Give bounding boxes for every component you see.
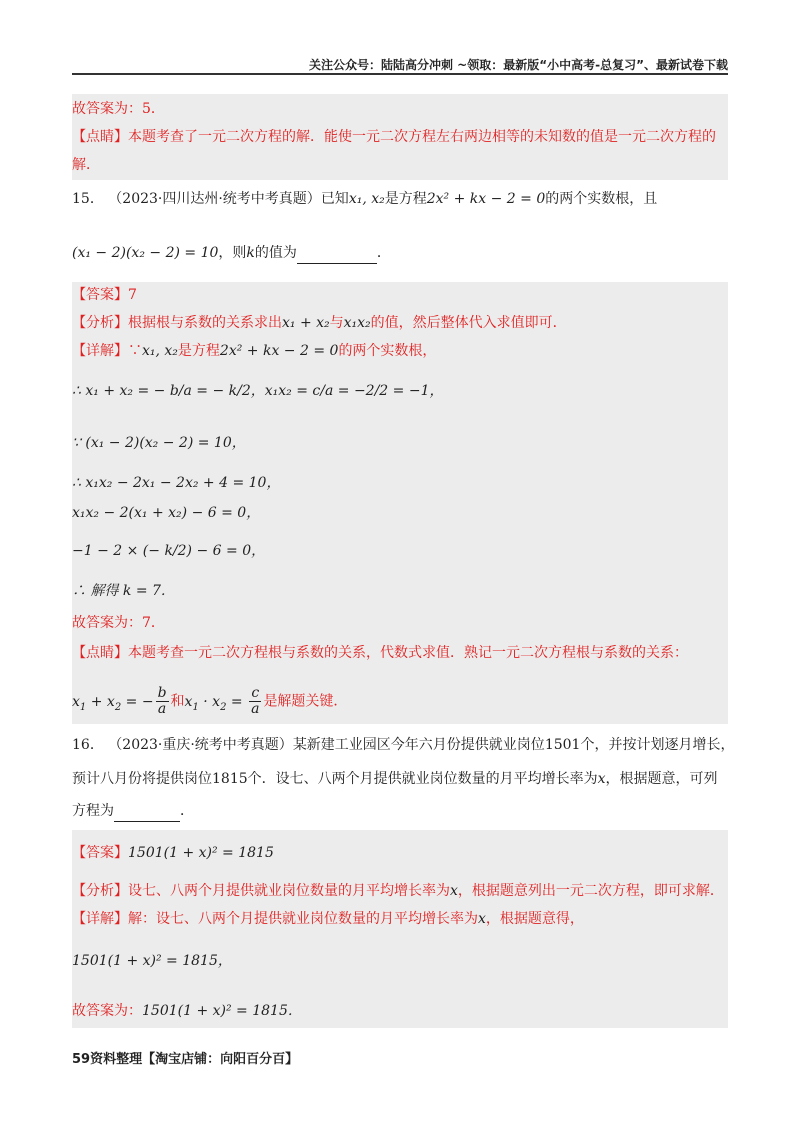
question-text: ． — [376, 245, 391, 261]
solution-step-2: ∵ (x₁ − 2)(x₂ − 2) = 10， — [72, 435, 246, 451]
question-text: 方程为 — [72, 803, 114, 819]
math-product: $x_1 \cdot x_2$ = $\frac{c}{a}$ — [184, 685, 260, 717]
number-1815: 1815 — [212, 771, 248, 787]
math-equation: 2x² + kx − 2 = 0 — [426, 191, 546, 207]
math-answer-equation: 1501(1 + x)² = 1815 — [128, 845, 274, 861]
math-final-equation: 1501(1 + x)² = 1815． — [142, 1003, 302, 1019]
detail-text: 是方程 — [177, 343, 220, 359]
question-15-line-2 — [72, 242, 728, 264]
page-header: 关注公众号：陆陆高分冲刺 ~领取：最新版“小中高考-总复习”、最新试卷下载 — [309, 58, 728, 72]
detail-line — [72, 908, 728, 930]
analysis-line — [72, 312, 728, 334]
detail-tag: 【详解】 — [72, 343, 128, 359]
answer-tag: 【答案】 — [72, 845, 128, 861]
question-text: ． — [180, 803, 194, 819]
final-prefix: 故答案为： — [72, 1003, 142, 1019]
math-equation: 2x² + kx − 2 = 0 — [219, 343, 339, 359]
final-answer — [72, 1000, 728, 1022]
answer-line — [72, 842, 728, 864]
math-var-k: k — [246, 245, 255, 261]
question-16-line-3 — [72, 800, 728, 822]
math-var-x: x — [478, 911, 486, 927]
math-sum: x₁ + x₂ — [282, 315, 330, 331]
question-text: 某新建工业园区今年六月份提供就业岗位 — [292, 737, 545, 753]
answer-value: 7 — [128, 287, 137, 303]
detail-text: ，根据题意得， — [485, 911, 584, 927]
question-text: ，根据题意，可列 — [605, 771, 718, 787]
math-vars: x₁, x₂ — [348, 191, 385, 207]
answer-line — [72, 284, 728, 306]
footer-text: 资料整理【淘宝店铺：向阳百分百】 — [90, 1052, 299, 1067]
question-16-line-2 — [72, 768, 728, 790]
math-sum: $x_1 + x_2$ = − $\frac{b}{a}$ — [72, 685, 167, 717]
analysis-line — [72, 880, 728, 902]
question-text: 是方程 — [384, 191, 427, 207]
math-product: x₁x₂ — [343, 315, 371, 331]
answer-blank[interactable] — [114, 821, 180, 822]
number-1501: 1501 — [544, 737, 581, 753]
page-number: 59 — [72, 1052, 91, 1067]
comment-tag: 【点睛】 — [72, 129, 128, 145]
analysis-tag: 【分析】 — [72, 883, 128, 899]
detail-line — [72, 340, 728, 362]
detail-text: 的两个实数根， — [338, 343, 437, 359]
question-text: 个．设七、八两个月提供就业岗位数量的月平均增长率为 — [247, 771, 598, 787]
question-number: 15． — [72, 191, 104, 207]
answer-blank[interactable] — [297, 263, 377, 264]
comment-and: 和 — [170, 693, 185, 710]
answer-tag: 【答案】 — [72, 287, 128, 303]
comment-line-2: 解． — [72, 157, 100, 173]
analysis-text: 设七、八两个月提供就业岗位数量的月平均增长率为 — [128, 883, 450, 899]
math-var-x: x — [597, 771, 606, 787]
page-footer — [72, 1048, 298, 1067]
question-text: 个，并按计划逐月增长， — [580, 737, 735, 753]
comment-line-2 — [72, 686, 728, 718]
question-text: 预计八月份将提供岗位 — [72, 771, 212, 787]
header-divider — [72, 73, 728, 75]
comment-text: 本题考查一元二次方程根与系数的关系，代数式求值．熟记一元二次方程根与系数的关系： — [128, 645, 688, 661]
analysis-text: ，根据题意列出一元二次方程，即可求解． — [457, 883, 724, 899]
question-source: （2023·重庆·统考中考真题） — [108, 737, 293, 753]
comment-tag: 【点睛】 — [72, 645, 128, 661]
comment-text: 是解题关键． — [263, 693, 348, 710]
solution-step-1: ∴ x₁ + x₂ = − b/a = − k/2，x₁x₂ = c/a = −2/2 = −1， — [72, 383, 444, 399]
question-15-line-1 — [72, 188, 728, 210]
question-text: 已知 — [320, 191, 349, 207]
solution-step-5: −1 − 2 × (− k/2) − 6 = 0， — [72, 543, 266, 559]
question-text: ，则 — [218, 245, 247, 261]
solution-step-4: x₁x₂ − 2(x₁ + x₂) − 6 = 0， — [72, 505, 261, 521]
solution-step-6: ∴ 解得 k = 7． — [72, 583, 175, 599]
analysis-text: 与 — [329, 315, 344, 331]
detail-tag: 【详解】 — [72, 911, 128, 927]
math-condition: (x₁ − 2)(x₂ − 2) = 10 — [72, 245, 219, 261]
comment-line-1 — [72, 126, 728, 148]
comment-text: 本题考查了一元二次方程的解．能使一元二次方程左右两边相等的未知数的值是一元二次方程的 — [128, 129, 716, 145]
detail-text: 解：设七、八两个月提供就业岗位数量的月平均增长率为 — [128, 911, 478, 927]
solution-equation: 1501(1 + x)² = 1815， — [72, 953, 232, 969]
question-source: （2023·四川达州·统考中考真题） — [108, 191, 321, 207]
question-text: 的值为 — [254, 245, 297, 261]
question-number: 16． — [72, 737, 104, 753]
question-16-line-1 — [72, 734, 735, 756]
because-symbol: ∵ — [128, 343, 142, 359]
math-var-x: x — [450, 883, 458, 899]
final-answer: 故答案为：7． — [72, 615, 165, 631]
math-vars: x₁, x₂ — [142, 343, 178, 359]
analysis-tag: 【分析】 — [72, 315, 128, 331]
question-text: 的两个实数根，且 — [545, 191, 658, 207]
answer-line: 故答案为：5． — [72, 101, 165, 117]
solution-step-3: ∴ x₁x₂ − 2x₁ − 2x₂ + 4 = 10， — [72, 475, 281, 491]
analysis-text: 根据根与系数的关系求出 — [128, 315, 282, 331]
analysis-text: 的值，然后整体代入求值即可． — [370, 315, 567, 331]
comment-line-1 — [72, 642, 728, 664]
